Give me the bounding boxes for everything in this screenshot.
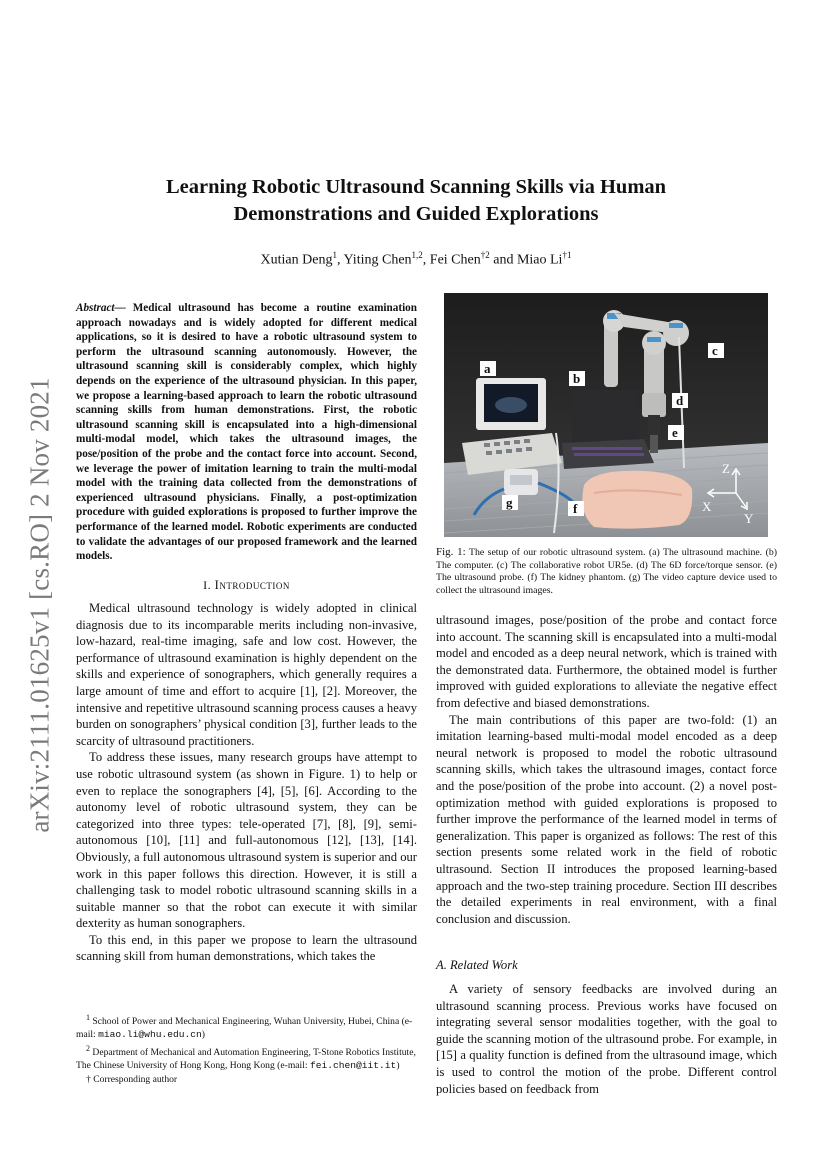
footnote-1-text: School of Power and Mechanical Engineering, Wuhan University, Hubei, China (e-mail: [76,1016,413,1040]
intro-paragraph-2: To address these issues, many research groups have attempt to use robotic ultrasound system (as shown in Figure. 1) to help or even to replace the sonographers [4], [5], [6]. According to the autonomy level of robotic ultrasound system, they can be categorized into three types: tele-operated [7], [8], [9], semi-autonomous [10], [11] and full-autonomous [12], [13], [14]. Obviously, a full autonomous ultrasound system is superior and our work in this paper follows this direction. However, it is still a challenging task to model robotic ultrasound scanning skills in a suitable manner so that the robot can execute it with similar dexterity as human sonographers. [76,750,417,931]
right-paragraph-2: The main contributions of this paper are two-fold: (1) an imitation learning-based multi-modal model encoded as a deep neural network is proposed to model the robotic ultrasound scanning skills, which takes the ultrasound images, contact force and the pose/position of the probe into account. (2) a novel post-optimization method with guided explorations is proposed to further improve the performance of the learned model in terms of generalization. This paper is organized as follows: The rest of this section presents some related work in the field of robotic ultrasound. Section II introduces the proposed learning-based approach and the two-step training procedure. Section III describes the detailed experiments in real environment, with a final conclusion and discussion. [436,712,777,926]
footnote-2-mark: 2 [86,1044,90,1053]
author-sep: , [422,252,430,268]
right-paragraph-1: ultrasound images, pose/position of the probe and contact force into account. The scanning skill is encapsulated into a multi-modal model and encoded as a deep neural network, which is trained with the demonstrated data. Furthermore, the obtained model is further improved with guided explorations to alleviate the negative effect from defective and biased demonstrations. [436,613,777,710]
introduction-body [76,600,417,965]
axis-x-label: X [702,499,712,514]
title-line-2: Demonstrations and Guided Explorations [233,203,599,225]
author-3-affil: †2 [480,250,490,260]
footnote-1-end: ) [201,1028,205,1040]
author-sep: , [336,252,344,268]
footnote-2-text: Department of Mechanical and Automation Engineering, T-Stone Robotics Institute, The Chinese University of Hong Kong, Hong Kong (e-mail: [76,1047,416,1071]
footnote-1-mark: 1 [86,1013,90,1022]
figure-label-e: e [672,425,678,440]
footnote-2-email: fei.chen@iit.it [309,1059,397,1071]
author-1-affil: 1 [332,250,337,260]
subsection-heading-related-work: A. Related Work [436,958,518,972]
figure-label-d: d [676,393,684,408]
footnote-2 [76,1043,417,1072]
footnotes [76,1012,417,1088]
arxiv-identifier-text: arXiv:2111.01625v1 [cs.RO] 2 Nov 2021 [24,377,55,833]
section-heading-introduction [76,578,417,593]
figure-1-photo [444,293,768,537]
right-column-body [436,612,777,927]
section-title: Introduction [214,578,290,592]
section-number: I. [203,578,215,592]
figure-1-caption [436,546,777,597]
footnote-1 [76,1012,417,1041]
author-1: Xutian Deng [260,252,333,268]
intro-paragraph-3: To this end, in this paper we propose to learn the ultrasound scanning skill from human demonstrations, which takes the [76,932,417,964]
related-paragraph-1: A variety of sensory feedbacks are involved during an ultrasound scanning process. Previous works have focused on integrating several sensor modalities together, with the goal to guide the scanning motion of the ultrasound probe. For example, in [15] a quality function is defined from the ultrasound image, which is used to control the motion of the probe. Different control policies based on feedback from [436,982,777,1096]
kidney-phantom [582,471,692,529]
figure-label-c: c [712,343,718,358]
figure-label-b: b [573,371,581,386]
author-4: Miao Li [516,252,563,268]
abstract-text: Medical ultrasound has become a routine examination approach nowadays and is widely adopted for different medical applications, so it is desired to have a robotic ultrasound system to perform the ultrasound scanning autonomously. However, the ultrasound scanning skill is considerably complex, which highly depends on the experience of the ultrasound physician. In this paper, we propose a learning-based approach to learn the robotic ultrasound scanning skills from human demonstrations. First, the robotic ultrasound scanning skill is encapsulated into a high-dimensional multi-modal model, which takes the ultrasound images, the pose/position of the probe and the contact force into account. Second, we leverage the power of imitation learning to train the multi-modal model with the training data collected from the demonstrations of experienced ultrasound physicians. Finally, a post-optimization procedure with guided explorations is proposed to further improve the performance of the learned model. Robotic experiments are conducted to validate the advantages of our proposed framework and the learned models. [76,302,417,563]
axis-z-label: Z [722,461,730,476]
footnote-2-end: ) [396,1059,400,1071]
figure-label-a: a [484,361,491,376]
arxiv-identifier [20,365,60,845]
footnote-3: † Corresponding author [86,1074,178,1085]
title-line-1: Learning Robotic Ultrasound Scanning Skills via Human [165,176,667,198]
abstract-label: Abstract [76,302,115,314]
author-list [80,250,752,269]
author-3: Fei Chen [429,252,481,268]
figure-label-f: f [573,501,578,516]
paper-title [80,174,752,228]
author-4-affil: †1 [562,250,572,260]
footnote-1-email: miao.li@whu.edu.cn [98,1028,202,1040]
author-and: and [489,252,517,268]
axis-y-label: Y [744,511,754,526]
setup-photo-illustration [444,293,768,537]
abstract [76,301,417,564]
author-2: Yiting Chen [343,252,412,268]
intro-paragraph-1: Medical ultrasound technology is widely adopted in clinical diagnosis due to its incomparable merits including non-invasive, low-hazard, real-time imaging, safe and low cost. However, the performance of ultrasound examination is highly dependent on the skills and experience of sonographers, which generally requires a large amount of time and effort to acquire [1], [2]. Moreover, the intensive and repetitive ultrasound scanning process causes a heavy burden on sonographers’ physical condition [3], further leads to the scarcity of ultrasound practitioners. [76,601,417,748]
author-2-affil: 1,2 [411,250,423,260]
related-work-body [436,981,777,1097]
abstract-dash: — [114,302,133,314]
caption-label: Fig. 1: [436,546,466,558]
caption-text: The setup of our robotic ultrasound system. (a) The ultrasound machine. (b) The computer. (c) The collaborative robot UR5e. (d) The 6D force/torque sensor. (e) The ultrasound probe. (f) The kidney phantom. (g) The video capture device used to collect the ultrasound images. [436,547,777,596]
figure-label-g: g [506,495,513,510]
